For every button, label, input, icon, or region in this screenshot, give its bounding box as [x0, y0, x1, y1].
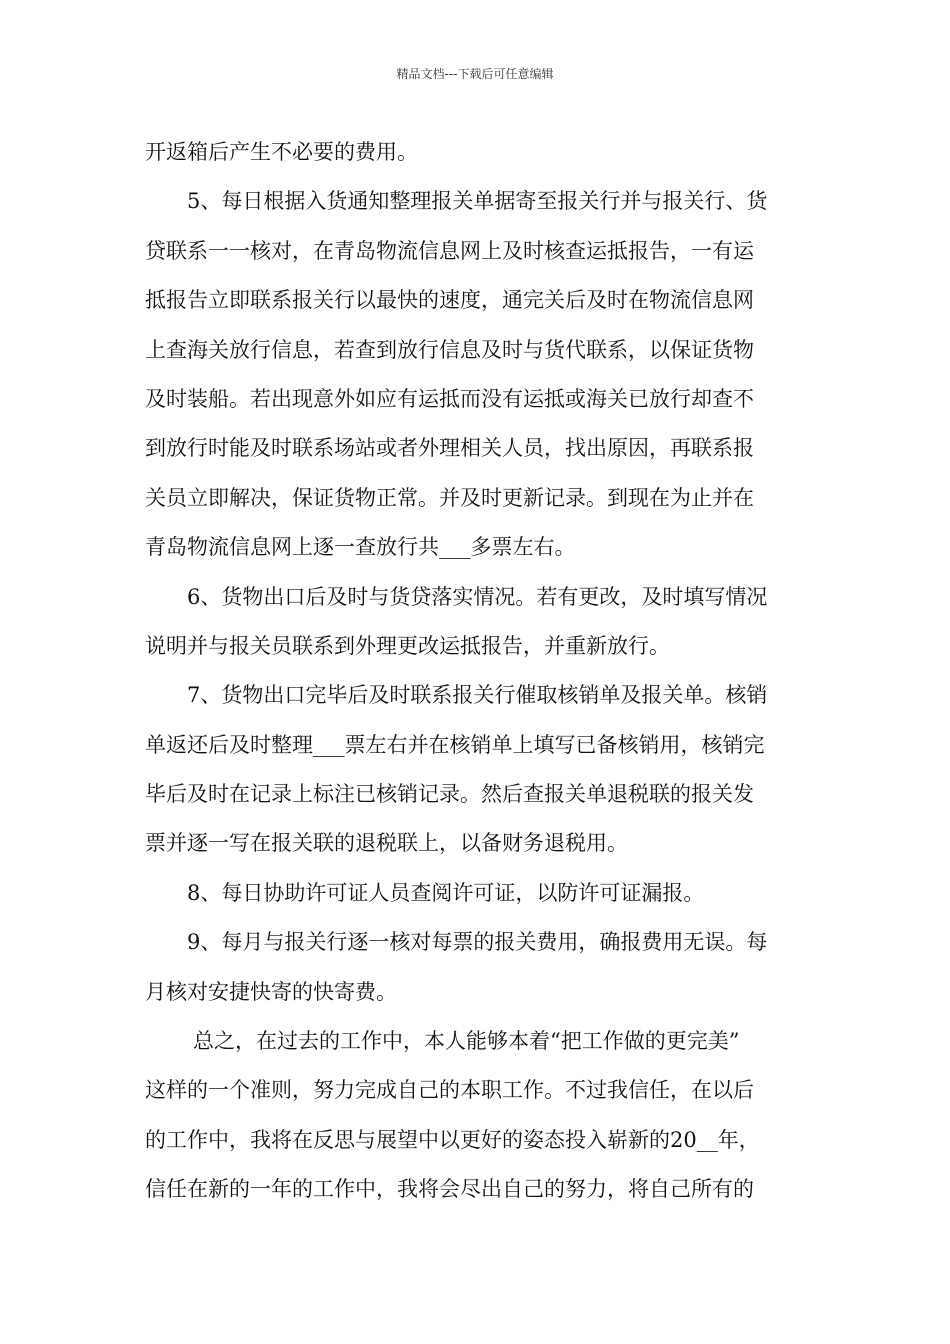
text-line: 到放行时能及时联系场站或者外理相关人员，找出原因，再联系报 [145, 436, 754, 461]
text-line: 单返还后及时整理___票左右并在核销单上填写已备核销用，核销完 [145, 732, 765, 757]
paragraph-item-9-start: 9、每月与报关行逐一核对每票的报关费用，确报费用无误。每 [187, 930, 768, 955]
paragraph-summary-start: 总之，在过去的工作中，本人能够本着“把工作做的更完美” [193, 1029, 740, 1054]
text-line: 信任在新的一年的工作中，我将会尽出自己的努力，将自己所有的 [145, 1177, 754, 1202]
text-line: 开返箱后产生不必要的费用。 [145, 140, 418, 164]
text-line: 说明并与报关员联系到外理更改运抵报告，并重新放行。 [145, 633, 670, 658]
text-line: 毕后及时在记录上标注已核销记录。然后查报关单退税联的报关发 [145, 782, 754, 807]
text-line: 及时装船。若出现意外如应有运抵而没有运抵或海关已放行却查不 [145, 386, 754, 411]
text-line: 月核对安捷快寄的快寄费。 [145, 979, 397, 1004]
page-header: 精品文档---下载后可任意编辑 [396, 67, 554, 81]
text-line: 关员立即解决，保证货物正常。并及时更新记录。到现在为止并在 [145, 485, 754, 510]
text-line: 这样的一个准则，努力完成自己的本职工作。不过我信任，在以后 [145, 1078, 754, 1103]
text-line: 的工作中，我将在反思与展望中以更好的姿态投入崭新的20__年， [145, 1127, 760, 1152]
text-line: 贷联系一一核对，在青岛物流信息网上及时核查运抵报告，一有运 [145, 238, 754, 263]
paragraph-item-8: 8、每日协助许可证人员查阅许可证，以防许可证漏报。 [187, 880, 705, 905]
text-line: 抵报告立即联系报关行以最快的速度，通完关后及时在物流信息网 [145, 288, 754, 313]
text-line: 票并逐一写在报关联的退税联上，以备财务退税用。 [145, 831, 628, 856]
paragraph-item-5-start: 5、每日根据入货通知整理报关单据寄至报关行并与报关行、货 [187, 189, 768, 214]
paragraph-item-6-start: 6、货物出口后及时与货贷落实情况。若有更改，及时填写情况 [187, 584, 768, 609]
text-line: 上查海关放行信息，若查到放行信息及时与货代联系，以保证货物 [145, 337, 754, 362]
text-line: 青岛物流信息网上逐一查放行共___多票左右。 [145, 535, 576, 560]
document-body [145, 128, 807, 1215]
paragraph-item-7-start: 7、货物出口完毕后及时联系报关行催取核销单及报关单。核销 [187, 683, 768, 708]
